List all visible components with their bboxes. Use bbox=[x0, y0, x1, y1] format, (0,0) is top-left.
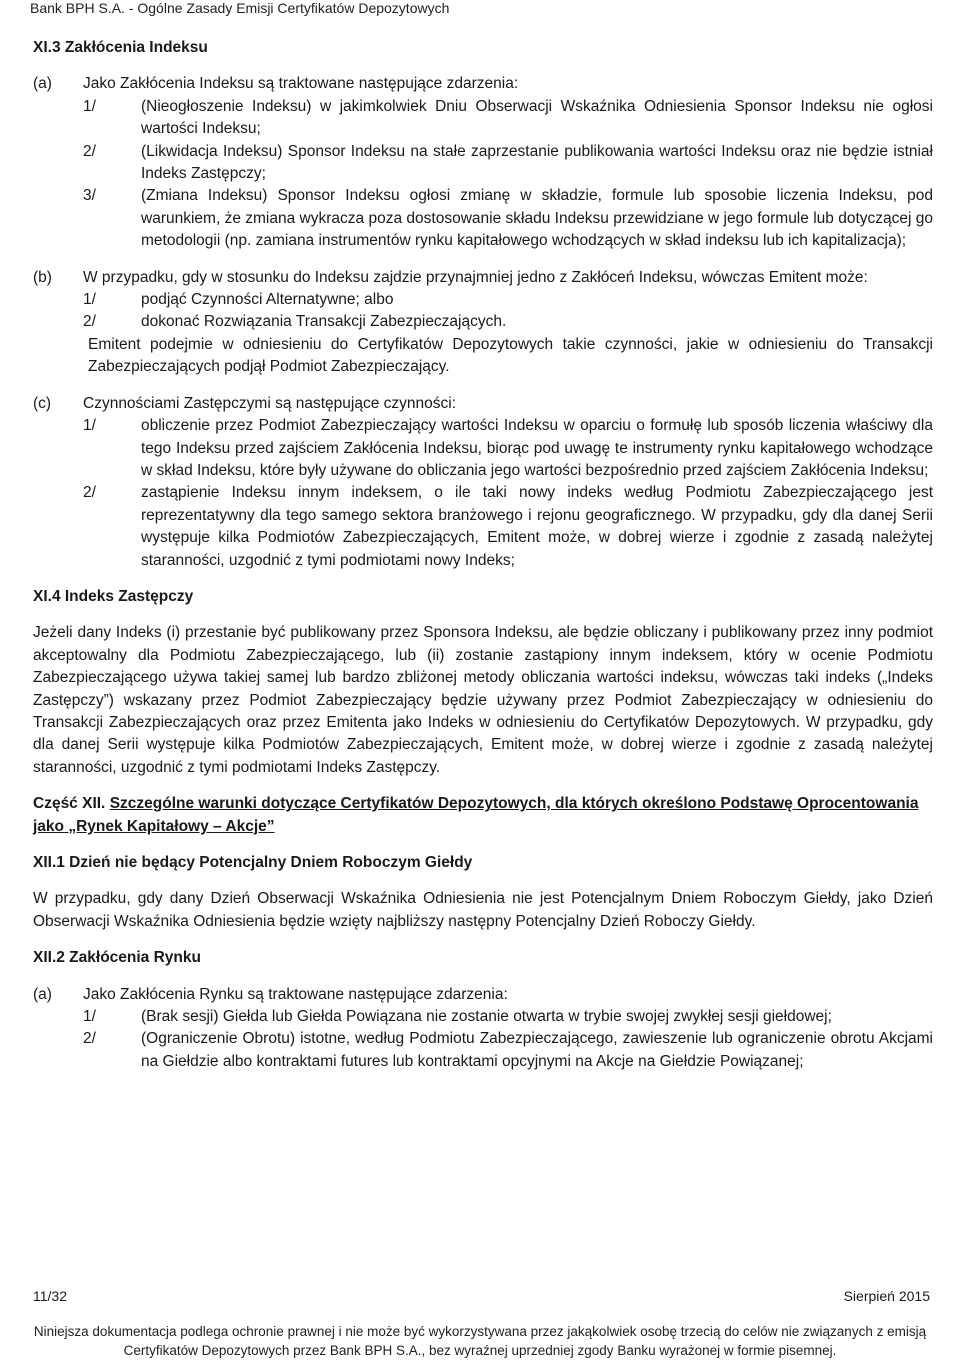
list-item bbox=[83, 141, 933, 186]
section-heading-xi3: XI.3 Zakłócenia Indeksu bbox=[33, 39, 208, 56]
item-number: 1/ bbox=[83, 291, 96, 309]
item-text: dokonać Rozwiązania Transakcji Zabezpieczających. bbox=[141, 313, 507, 331]
clause-intro: W przypadku, gdy w stosunku do Indeksu zajdzie przynajmniej jedno z Zakłóceń Indeksu, wówczas Emitent może: bbox=[83, 268, 868, 286]
list-item bbox=[83, 1006, 933, 1028]
item-text: (Ograniczenie Obrotu) istotne, według Podmiotu Zabezpieczającego, zawieszenie lub ograniczenie obrotu Akcjami na Giełdzie albo kontraktami futures lub kontraktami opcyjnymi na Akcje na Giełdzie Powiązanej; bbox=[141, 1030, 933, 1070]
list-item bbox=[83, 1028, 933, 1073]
item-text: (Nieogłoszenie Indeksu) w jakimkolwiek Dniu Obserwacji Wskaźnika Odniesienia Sponsor Indeksu nie ogłosi wartości Indeksu; bbox=[141, 97, 933, 138]
item-list bbox=[83, 96, 933, 253]
clause-label: (a) bbox=[33, 985, 52, 1003]
item-text: (Zmiana Indeksu) Sponsor Indeksu ogłosi zmianę w składzie, formule lub sposobie liczenia Indeksu, pod warunkiem, że zmiana wykracza poza dostosowanie składu Indeksu przewidziane w jego formule lub dotyczącej go metodologii (np. zamiana instrumentów rynku kapitałowego wchodzących w skład indeksu lub ich kapitalizacja); bbox=[141, 187, 933, 250]
item-number: 2/ bbox=[83, 1030, 96, 1048]
document-body bbox=[33, 37, 933, 1073]
item-text: zastąpienie Indeksu innym indeksem, o ile taki nowy indeks według Podmiotu Zabezpieczającego jest reprezentatywny dla tego samego sektora branżowego i rejonu geograficznego. W przypadku, gdy dla danej Serii występuje kilka Podmiotów Zabezpieczających, Emitent może, w dobrej wierze i zgodnie z zasadą należytej staranności, uzgodnić z tymi podmiotami nowy Indeks; bbox=[141, 484, 933, 569]
list-item bbox=[83, 415, 933, 482]
item-list bbox=[83, 1006, 933, 1073]
legal-notice bbox=[0, 1322, 960, 1360]
list-item bbox=[83, 482, 933, 572]
item-text: obliczenie przez Podmiot Zabezpieczający wartości Indeksu w oparciu o formułę lub sposób liczenia właściwy dla tego Indeksu przed zajściem Zakłócenia Indeksu, biorąc pod uwagę te instrumenty rynku kapitałowego wchodzące w skład Indeksu, które były używane do obliczania jego wartości bezpośrednio przed zajściem Zakłócenia Indeksu; bbox=[141, 417, 933, 479]
list-item bbox=[83, 96, 933, 141]
legal-notice-line: Certyfikatów Depozytowych przez Bank BPH S.A., bez wyraźnej uprzedniej zgody Banku wyrażonej w formie pisemnej. bbox=[123, 1343, 837, 1358]
clause-intro: Jako Zakłócenia Indeksu są traktowane następujące zdarzenia: bbox=[83, 75, 519, 93]
list-item bbox=[83, 289, 933, 311]
document-date: Sierpień 2015 bbox=[843, 1288, 930, 1304]
section-heading-xii2: XII.2 Zakłócenia Rynku bbox=[33, 949, 201, 967]
item-text: (Brak sesji) Giełda lub Giełda Powiązana nie zostanie otwarta w trybie swojej zwykłej sesji giełdowej; bbox=[141, 1008, 832, 1026]
item-number: 3/ bbox=[83, 187, 96, 205]
item-number: 1/ bbox=[83, 1008, 96, 1026]
section-heading-xii1: XII.1 Dzień nie będący Potencjalny Dniem Roboczym Giełdy bbox=[33, 854, 473, 871]
section-paragraph: Jeżeli dany Indeks (i) przestanie być publikowany przez Sponsora Indeksu, ale będzie obliczany i publikowany przez inny podmiot akceptowalny dla Podmiotu Zabezpieczającego, lub (ii) zostanie zastąpiony innym indeksem, który w ocenie Podmiotu Zabezpieczającego używa takiej samej lub bardzo zbliżonej metody obliczania wartości indeksu, wówczas taki indeks („Indeks Zastępczy”) wskazany przez Podmiot Zabezpieczający będzie używany przez Podmiot Zabezpieczający w odniesieniu do Transakcji Zabezpieczających oraz przez Emitenta jako Indeks w odniesieniu do Certyfikatów Depozytowych. W przypadku, gdy dla danej Serii występuje kilka Podmiotów Zabezpieczających, Emitent może, w dobrej wierze i zgodnie z zasadą należytej staranności, uzgodnić z tymi podmiotami Indeks Zastępczy. bbox=[33, 624, 933, 776]
part-prefix: Część XII. bbox=[33, 795, 106, 813]
clause-intro: Jako Zakłócenia Rynku są traktowane następujące zdarzenia: bbox=[83, 985, 508, 1003]
part-heading bbox=[33, 793, 933, 838]
section-paragraph: W przypadku, gdy dany Dzień Obserwacji Wskaźnika Odniesienia nie jest Potencjalnym Dniem Roboczym Giełdy, jako Dzień Obserwacji Wskaźnika Odniesienia będzie wzięty najbliższy następny Potencjalny Dzień Roboczy Giełdy. bbox=[33, 890, 933, 930]
page-footer bbox=[33, 1288, 930, 1304]
item-text: (Likwidacja Indeksu) Sponsor Indeksu na stałe zaprzestanie publikowania wartości Indeksu oraz nie będzie istniał Indeks Zastępczy; bbox=[141, 142, 933, 183]
item-number: 2/ bbox=[83, 313, 96, 331]
clause-a bbox=[33, 984, 933, 1074]
page-number: 11/32 bbox=[33, 1288, 67, 1304]
list-item bbox=[83, 185, 933, 252]
list-item bbox=[83, 311, 933, 333]
item-text: podjąć Czynności Alternatywne; albo bbox=[141, 291, 394, 309]
item-list bbox=[83, 415, 933, 572]
clause-label: (b) bbox=[33, 268, 52, 286]
section-heading-xi4: XI.4 Indeks Zastępczy bbox=[33, 587, 194, 605]
item-number: 1/ bbox=[83, 417, 96, 435]
clause-intro: Czynnościami Zastępczymi są następujące czynności: bbox=[83, 394, 457, 412]
item-number: 2/ bbox=[83, 142, 96, 160]
item-list bbox=[83, 289, 933, 334]
running-header: Bank BPH S.A. - Ogólne Zasady Emisji Certyfikatów Depozytowych bbox=[30, 0, 450, 16]
clause-c bbox=[33, 393, 933, 572]
item-number: 2/ bbox=[83, 484, 96, 502]
clause-a bbox=[33, 73, 933, 252]
clause-outro: Emitent podejmie w odniesieniu do Certyfikatów Depozytowych takie czynności, jakie w odniesieniu do Transakcji Zabezpieczających podjął Podmiot Zabezpieczający. bbox=[88, 335, 933, 376]
clause-label: (c) bbox=[33, 394, 52, 412]
clause-label: (a) bbox=[33, 75, 52, 93]
part-title: Szczególne warunki dotyczące Certyfikatów Depozytowych, dla których określono Podstawę Oprocentowania jako „Rynek Kapitałowy – Akcje” bbox=[33, 795, 919, 835]
item-number: 1/ bbox=[83, 97, 96, 115]
legal-notice-line: Niniejsza dokumentacja podlega ochronie prawnej i nie może być wykorzystywana przez jakąkolwiek osobę trzecią do celów nie związanych z emisją bbox=[33, 1324, 927, 1339]
clause-b bbox=[33, 267, 933, 379]
